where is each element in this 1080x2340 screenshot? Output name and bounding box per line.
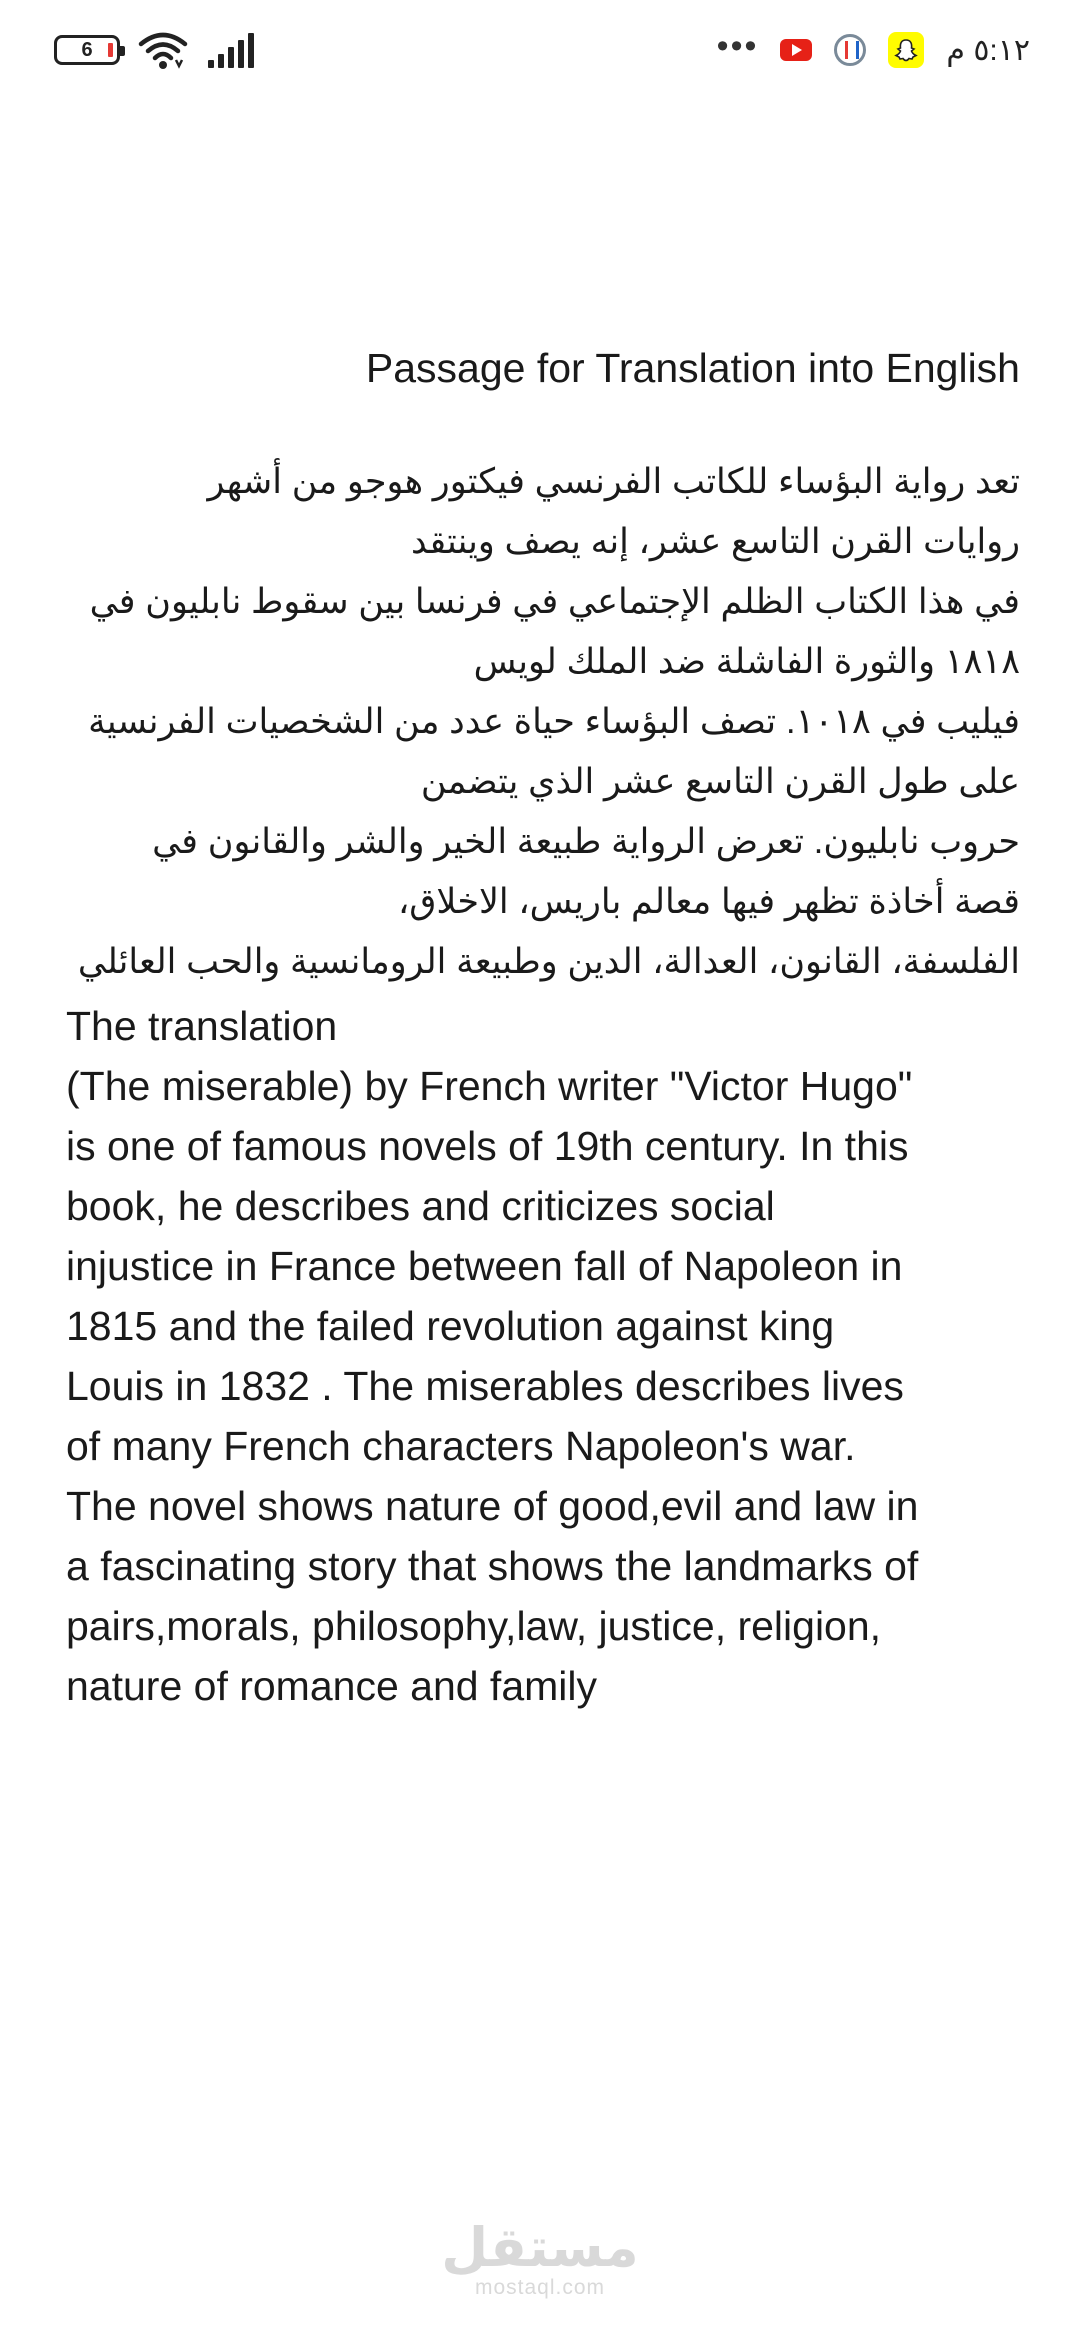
youtube-icon [780,39,812,61]
arabic-line: قصة أخاذة تظهر فيها معالم باريس، الاخلاق، [397,882,1020,921]
sync-app-icon [834,34,866,66]
mostaql-watermark [0,2220,1080,2300]
more-notifications-icon: ••• [716,27,759,65]
translation-line: Louis in 1832 . The miserables describes lives [66,1363,904,1409]
arabic-line: روايات القرن التاسع عشر، إنه يصف وينتقد [410,522,1020,561]
battery-icon [54,35,120,65]
translation-line: of many French characters Napoleon's war. [66,1423,856,1469]
arabic-line: في هذا الكتاب الظلم الإجتماعي في فرنسا بين سقوط نابليون في [89,582,1020,621]
arabic-line: فيليب في ١٠١٨. تصف البؤساء حياة عدد من الشخصيات الفرنسية [88,702,1020,741]
translation-line: is one of famous novels of 19th century. In this [66,1123,909,1169]
arabic-line: حروب نابليون. تعرض الرواية طبيعة الخير والشر والقانون في [152,822,1020,861]
arabic-line: ١٨١٨ والثورة الفاشلة ضد الملك لويس [473,642,1020,681]
translation-line: nature of romance and family [66,1663,597,1709]
document-body [66,340,1020,1716]
wifi-icon [138,30,188,70]
arabic-line: على طول القرن التاسع عشر الذي يتضمن [420,762,1020,801]
clock-time: ٥:١٢ م [946,33,1030,67]
battery-level: 6 [81,38,93,61]
arabic-passage [66,452,1020,992]
translation-heading: The translation [66,1003,338,1049]
battery-low-indicator [108,43,113,57]
cell-signal-icon [206,32,256,68]
translation-line: 1815 and the failed revolution against king [66,1303,835,1349]
translation-line: pairs,morals, philosophy,law, justice, religion, [66,1603,882,1649]
translation-passage [66,1056,1020,1716]
passage-title: Passage for Translation into English [365,345,1020,391]
watermark-arabic: مستقل [441,2218,639,2278]
watermark-latin: mostaql.com [474,2276,606,2299]
translation-line: (The miserable) by French writer "Victor Hugo" [66,1063,913,1109]
translation-line: book, he describes and criticizes social [66,1183,775,1229]
translation-line: a fascinating story that shows the landmarks of [66,1543,919,1589]
status-bar [0,0,1080,100]
status-right-cluster [717,26,1030,74]
arabic-line: تعد رواية البؤساء للكاتب الفرنسي فيكتور هوجو من أشهر [207,462,1020,501]
snapchat-icon [888,32,924,68]
status-left-cluster [54,28,256,72]
translation-line: injustice in France between fall of Napoleon in [66,1243,903,1289]
arabic-line: الفلسفة، القانون، العدالة، الدين وطبيعة الرومانسية والحب العائلي [77,942,1020,981]
translation-line: The novel shows nature of good,evil and law in [66,1483,919,1529]
